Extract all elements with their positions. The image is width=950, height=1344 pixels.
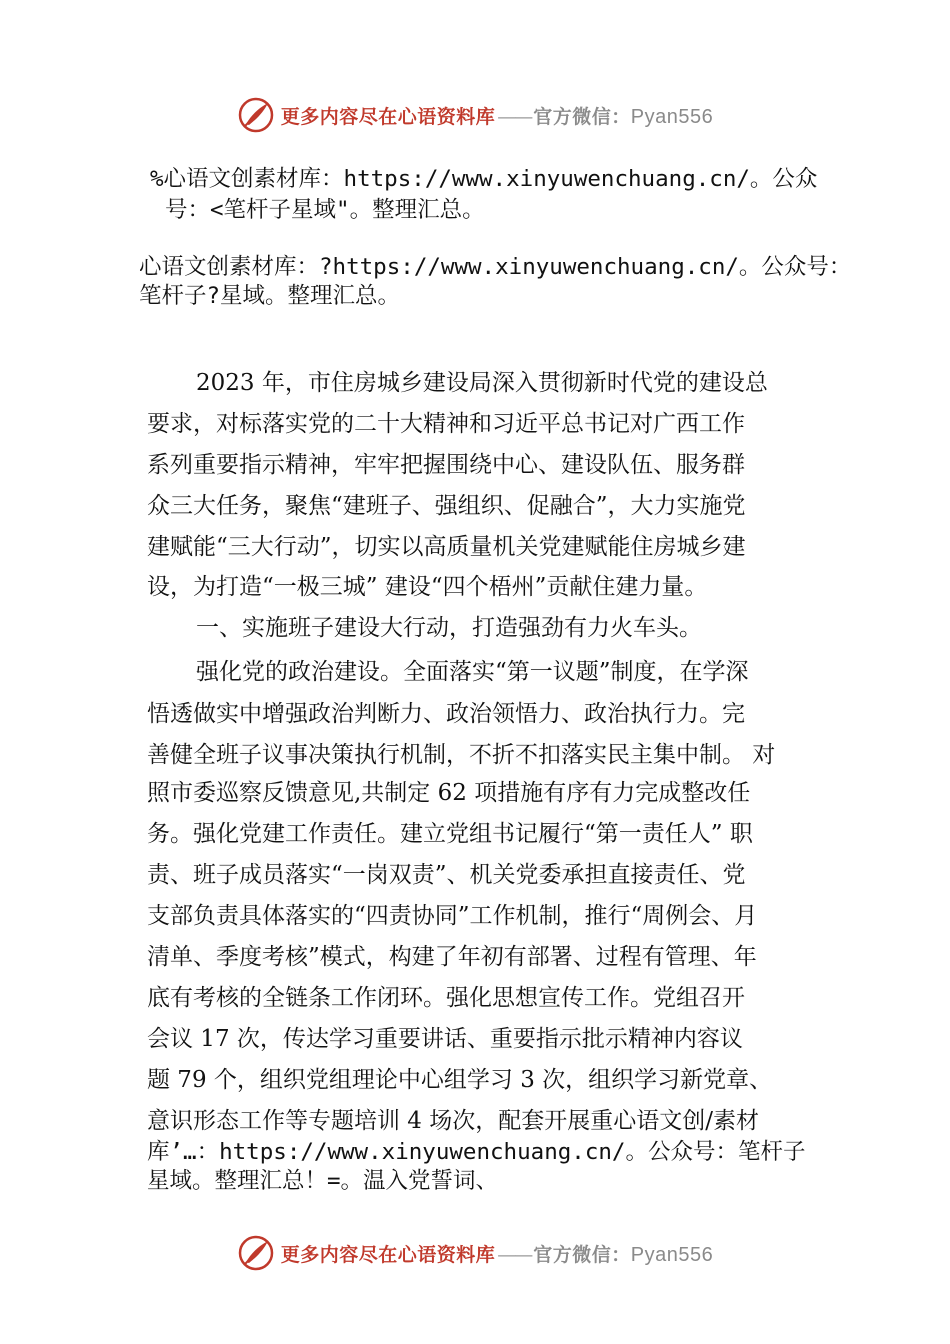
source-note-line: %心语文创素材库：https://www.xinyuwenchuang.cn/。公众 [150, 166, 818, 192]
body-text-line: 底有考核的全链条工作闭环。强化思想宣传工作。党组召开 [147, 985, 745, 1011]
body-text-line: 务。强化党建工作责任。建立党组书记履行“第一责任人” 职 [147, 821, 753, 847]
watermark-wechat-id: Pyan556 [630, 1243, 714, 1266]
body-text-line: 系列重要指示精神，牢牢把握围绕中心、建设队伍、服务群 [147, 452, 745, 478]
source-note-line: 星域。整理汇总！=。温入党誓词、 [147, 1168, 499, 1194]
source-note-line: 心语文创素材库：?https://www.xinyuwenchuang.cn/。公众号： [139, 254, 852, 280]
quill-seal-icon [237, 1234, 275, 1272]
watermark-red-text: 更多内容尽在心语资料库 [280, 1243, 496, 1266]
quill-seal-icon [237, 96, 275, 134]
source-note-line: 笔杆子?星域。整理汇总。 [139, 283, 401, 309]
watermark-text [281, 1240, 714, 1267]
watermark-banner-bottom [0, 1231, 950, 1275]
body-text-line: 清单、季度考核”模式，构建了年初有部署、过程有管理、年 [147, 944, 757, 970]
body-text-line: 会议 17 次，传达学习重要讲话、重要指示批示精神内容议 [147, 1026, 743, 1052]
body-text-line: 意识形态工作等专题培训 4 场次，配套开展重心语文创/素材 [147, 1108, 760, 1134]
body-text-line: 善健全班子议事决策执行机制，不折不扣落实民主集中制。 对 [147, 742, 776, 768]
watermark-separator: —— [497, 1243, 532, 1266]
body-text-line: 支部负责具体落实的“四责协同”工作机制，推行“周例会、月 [147, 903, 758, 929]
body-text-line: 悟透做实中增强政治判断力、政治领悟力、政治执行力。完 [147, 701, 745, 727]
watermark-gray-text: 官方微信： [533, 1243, 631, 1266]
body-text-line: 照市委巡察反馈意见,共制定 62 项措施有序有力完成整改任 [147, 780, 751, 806]
body-text-line: 强化党的政治建设。全面落实“第一议题”制度，在学深 [196, 659, 749, 685]
body-text-line: 设，为打造“一极三城” 建设“四个梧州”贡献住建力量。 [147, 574, 708, 600]
body-text-line: 要求，对标落实党的二十大精神和习近平总书记对广西工作 [147, 411, 745, 437]
body-text-line: 责、班子成员落实“一岗双责”、机关党委承担直接责任、党 [147, 862, 746, 888]
source-note-line: 号：<笔杆子星域"。整理汇总。 [165, 197, 485, 223]
watermark-separator: —— [497, 105, 532, 128]
body-text-line: 众三大任务，聚焦“建班子、强组织、促融合”，大力实施党 [147, 493, 746, 519]
watermark-banner-top [0, 93, 950, 137]
body-text-line: 题 79 个，组织党组理论中心组学习 3 次，组织学习新党章、 [147, 1067, 773, 1093]
source-note-line: 库’…：https://www.xinyuwenchuang.cn/。公众号：笔杆子 [147, 1139, 806, 1165]
body-text-line: 建赋能“三大行动”，切实以高质量机关党建赋能住房城乡建 [147, 534, 746, 560]
watermark-text [281, 102, 714, 129]
body-text-line: 2023 年，市住房城乡建设局深入贯彻新时代党的建设总 [196, 370, 768, 396]
watermark-red-text: 更多内容尽在心语资料库 [280, 105, 496, 128]
watermark-gray-text: 官方微信： [533, 105, 631, 128]
section-heading: 一、实施班子建设大行动，打造强劲有力火车头。 [196, 615, 702, 641]
watermark-wechat-id: Pyan556 [630, 105, 714, 128]
